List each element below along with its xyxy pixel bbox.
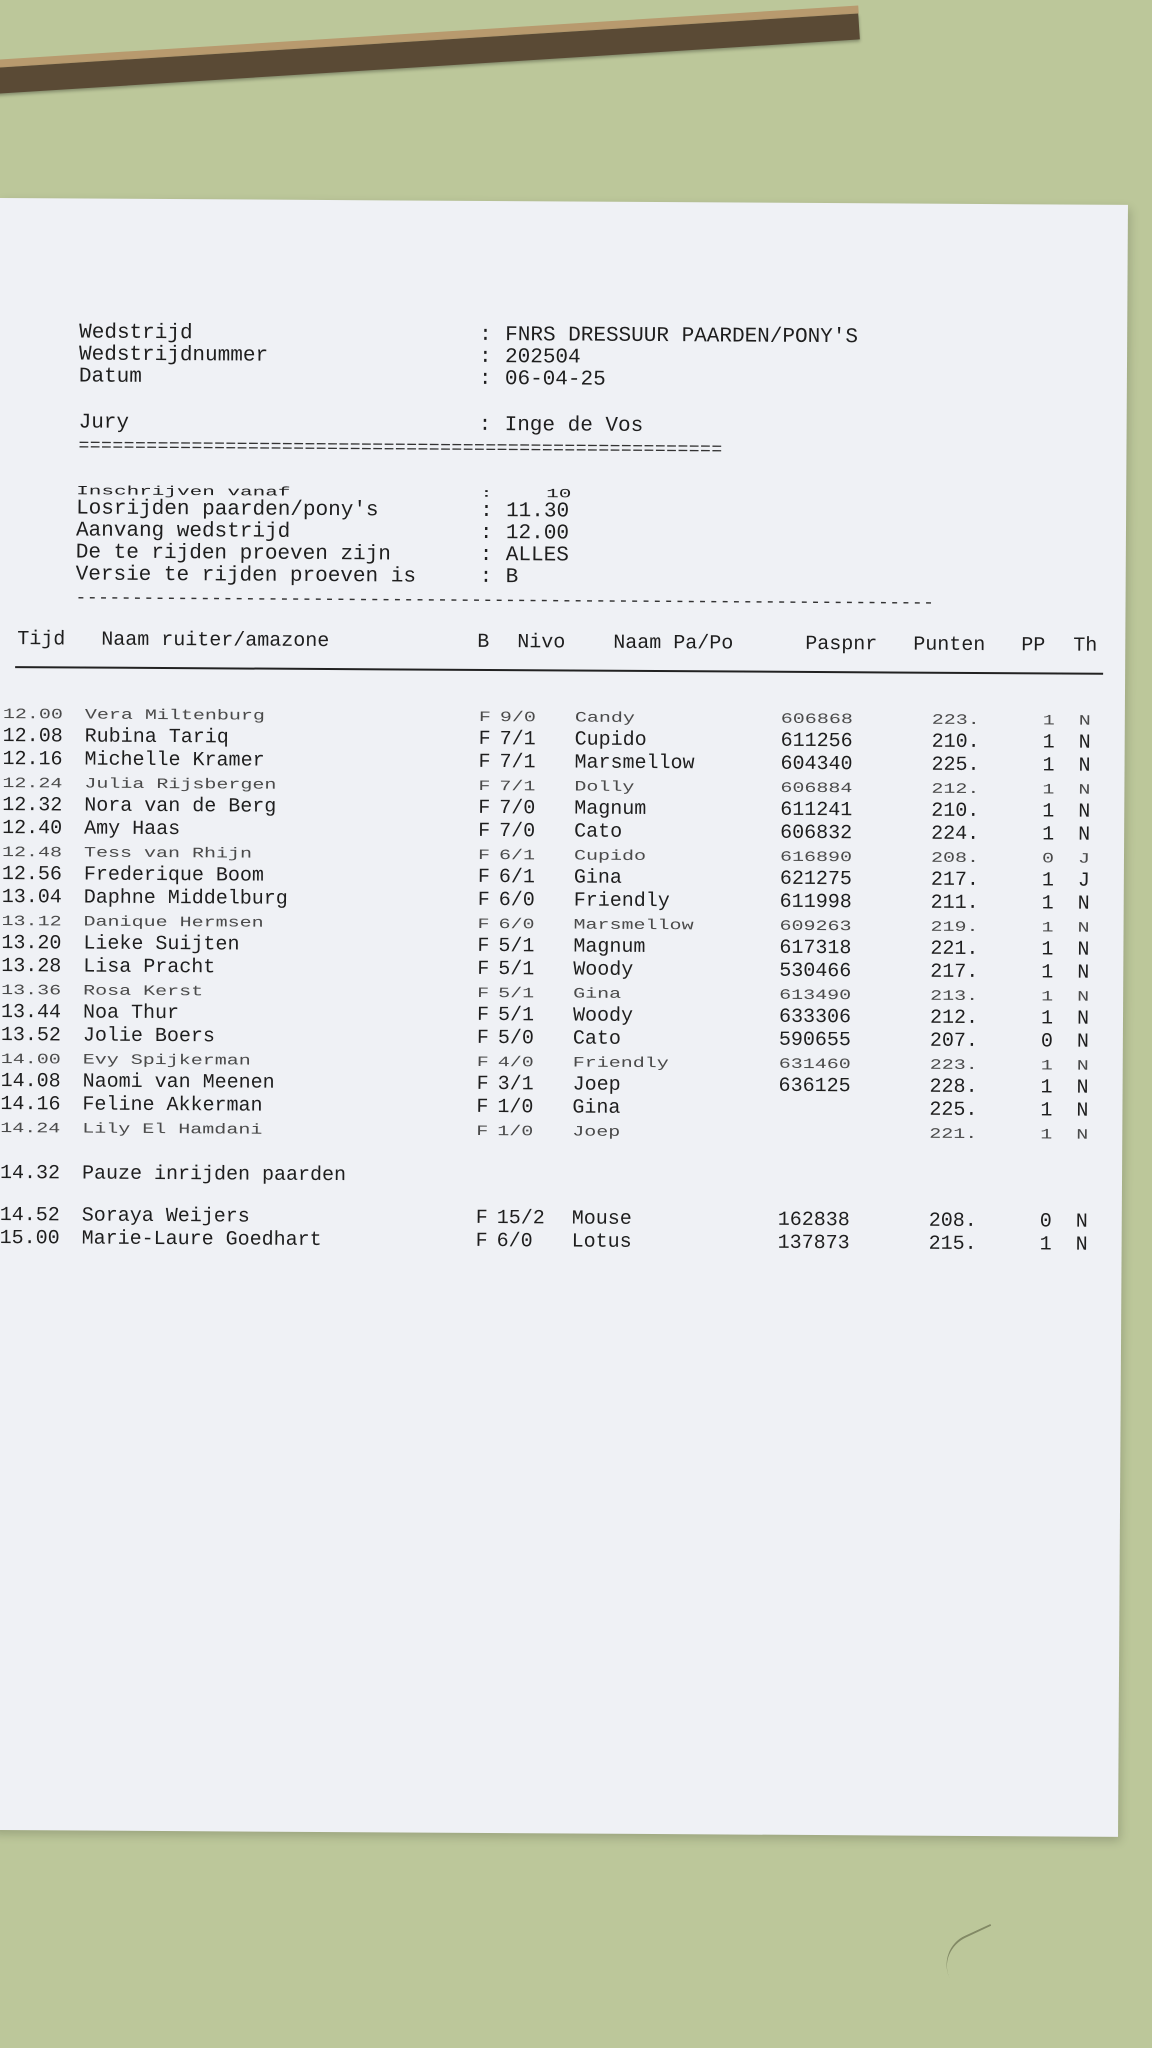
label-versie: Versie te rijden proeven is	[75, 563, 417, 589]
cell-time: 12.24	[2, 775, 63, 793]
cell-th: N	[1076, 1058, 1089, 1075]
colon: :	[478, 413, 492, 438]
cell-punten: 225.	[929, 1098, 978, 1122]
cell-rider: Lisa Pracht	[83, 955, 216, 980]
column-header-horse: Naam Pa/Po	[613, 631, 734, 656]
cell-time: 14.24	[0, 1120, 61, 1138]
cell-pp: 1	[1042, 754, 1055, 778]
cell-pp: 1	[1041, 869, 1054, 893]
cell-rider: Noa Thur	[82, 1001, 180, 1026]
column-header-th: Th	[1073, 634, 1098, 658]
cell-horse: Lotus	[571, 1230, 632, 1254]
cell-paspnr: 613490	[779, 987, 852, 1005]
value-datum: 06-04-25	[504, 368, 606, 392]
table-scuff-mark	[936, 1924, 1004, 1978]
cell-horse: Cupido	[574, 728, 647, 752]
colon: :	[480, 499, 493, 524]
column-header-time: Tijd	[17, 628, 66, 652]
cell-time: 13.44	[0, 1001, 62, 1025]
cell-nivo: 6/0	[498, 889, 535, 913]
cell-b: F	[478, 796, 491, 821]
cell-rider: Evy Spijkerman	[82, 1052, 251, 1070]
cell-nivo: 7/0	[499, 797, 536, 821]
cell-rider: Lily El Hamdani	[82, 1121, 263, 1139]
cell-b: F	[477, 865, 490, 890]
value-losrijden: 11.30	[506, 500, 570, 524]
cell-th: N	[1077, 892, 1090, 916]
colon: :	[478, 345, 492, 370]
cell-rider: Jolie Boers	[82, 1024, 215, 1049]
cell-paspnr: 606832	[780, 821, 853, 846]
cell-punten: 210.	[931, 799, 980, 823]
value-proeven: ALLES	[505, 544, 569, 568]
cell-pp: 1	[1040, 1126, 1053, 1144]
column-header-punten: Punten	[913, 633, 986, 658]
cell-rider: Frederique Boom	[83, 863, 264, 888]
cell-horse: Magnum	[573, 935, 646, 959]
cell-b: F	[476, 1095, 489, 1120]
cell-th: N	[1077, 989, 1090, 1006]
cell-nivo: 5/1	[498, 958, 535, 982]
cell-nivo: 5/1	[497, 1004, 535, 1028]
cell-nivo: 7/1	[499, 728, 536, 752]
cell-th: N	[1076, 1030, 1089, 1054]
cell-punten: 207.	[929, 1029, 978, 1053]
cell-horse: Joep	[572, 1073, 621, 1097]
cell-time: 13.04	[1, 886, 62, 910]
paper-sheet	[0, 198, 1128, 1837]
cell-horse: Cupido	[573, 848, 647, 866]
cell-rider: Daphne Middelburg	[83, 886, 288, 911]
cell-paspnr: 137873	[777, 1231, 850, 1256]
cell-b: F	[478, 750, 491, 775]
cell-rider: Tess van Rhijn	[83, 845, 253, 863]
cell-horse: Friendly	[573, 889, 670, 914]
cell-time: 14.16	[0, 1093, 61, 1117]
cell-rider: Amy Haas	[84, 817, 181, 842]
column-header-row	[0, 628, 1125, 658]
cell-nivo: 6/1	[498, 847, 536, 865]
column-header-pp: PP	[1021, 634, 1046, 658]
cell-pp: 1	[1040, 1057, 1053, 1075]
label-wedstrijdnummer: Wedstrijdnummer	[78, 343, 269, 368]
cell-pp: 0	[1040, 1030, 1053, 1054]
cell-pp: 1	[1041, 988, 1054, 1006]
cell-nivo: 7/1	[499, 778, 536, 796]
cell-time: 12.32	[2, 794, 63, 818]
cell-b: F	[478, 819, 491, 844]
cell-th: N	[1075, 1210, 1088, 1234]
cell-horse: Cato	[574, 820, 623, 844]
cell-time: 14.08	[0, 1070, 61, 1094]
cell-th: N	[1076, 1007, 1090, 1031]
cell-paspnr: 609263	[779, 918, 852, 936]
cell-punten: 212.	[929, 1006, 979, 1030]
cell-punten: 223.	[931, 712, 980, 730]
cell-rider: Rosa Kerst	[83, 983, 204, 1001]
cell-pp: 1	[1040, 1076, 1053, 1100]
cell-rider: Rubina Tariq	[84, 725, 229, 750]
label-proeven: De te rijden proeven zijn	[75, 541, 391, 567]
cell-th: N	[1075, 1233, 1088, 1257]
cell-paspnr: 617318	[779, 936, 852, 961]
cell-paspnr: 606884	[780, 780, 853, 798]
cell-punten: 208.	[928, 1209, 977, 1233]
cell-nivo: 6/1	[498, 866, 535, 890]
cell-b: F	[476, 1026, 489, 1051]
cell-th: N	[1078, 731, 1091, 755]
cell-nivo: 9/0	[499, 709, 536, 727]
cell-nivo: 4/0	[497, 1054, 534, 1072]
cell-b: F	[475, 1206, 488, 1230]
cell-nivo: 6/0	[498, 916, 535, 934]
cell-th: N	[1078, 782, 1091, 799]
cell-paspnr: 611256	[780, 729, 853, 754]
cell-th: J	[1077, 851, 1091, 868]
cell-th: N	[1077, 920, 1090, 937]
colon: :	[479, 521, 493, 546]
cell-punten: 228.	[929, 1075, 978, 1099]
cell-horse: Woody	[572, 1004, 634, 1028]
cell-paspnr: 611998	[779, 890, 852, 915]
cell-th: J	[1077, 869, 1090, 893]
cell-nivo: 5/1	[498, 935, 535, 959]
cell-time: 12.16	[2, 748, 63, 772]
cell-time: 13.20	[1, 932, 62, 956]
cell-rider: Soraya Weijers	[81, 1204, 250, 1229]
cell-pp: 0	[1041, 850, 1055, 868]
cell-horse: Gina	[572, 1096, 621, 1120]
cell-rider: Danique Hermsen	[83, 914, 264, 932]
label-jury: Jury	[78, 411, 130, 435]
header-rule	[15, 666, 1103, 675]
cell-horse: Magnum	[574, 797, 647, 821]
cell-b: F	[477, 888, 490, 913]
cell-pp: 1	[1039, 1233, 1052, 1257]
cell-b: F	[477, 934, 490, 959]
cell-horse: Cato	[572, 1027, 621, 1051]
cell-time: 13.12	[1, 913, 62, 931]
cell-paspnr: 530466	[779, 959, 852, 984]
cell-horse: Joep	[572, 1124, 621, 1141]
cell-th: N	[1078, 823, 1091, 847]
column-header-rider: Naam ruiter/amazone	[101, 628, 330, 654]
cell-b: F	[478, 727, 491, 752]
cell-paspnr: 621275	[779, 867, 852, 892]
cell-rider: Nora van de Berg	[84, 794, 277, 819]
cell-b: F	[478, 709, 491, 727]
label-aanvang: Aanvang wedstrijd	[75, 519, 291, 544]
cell-punten: 217.	[930, 960, 979, 984]
cell-b: F	[478, 778, 491, 796]
cell-punten: 223.	[929, 1057, 978, 1075]
cell-horse: Dolly	[574, 779, 635, 796]
cell-pp: 1	[1042, 781, 1055, 799]
cell-pp: 1	[1041, 961, 1054, 985]
column-header-b: B	[477, 630, 490, 654]
cell-time: 13.52	[0, 1024, 61, 1048]
cell-time: 12.48	[1, 844, 63, 862]
cell-pp: 1	[1041, 938, 1054, 962]
cell-nivo: 5/0	[497, 1027, 534, 1051]
cell-pp: 1	[1041, 892, 1054, 916]
cell-time: 14.00	[0, 1051, 61, 1069]
cell-punten: 217.	[930, 868, 979, 892]
cell-horse: Marsmellow	[573, 917, 694, 935]
cell-horse: Gina	[573, 986, 622, 1003]
cell-time: 13.28	[1, 955, 62, 979]
cell-th: N	[1076, 1076, 1089, 1100]
label-wedstrijd: Wedstrijd	[79, 321, 193, 346]
cell-rider: Vera Miltenburg	[84, 707, 265, 725]
cell-time: 12.08	[2, 725, 63, 749]
cell-time: 14.52	[0, 1204, 60, 1228]
cell-time: 13.36	[1, 982, 62, 1000]
cell-punten: 221.	[930, 937, 979, 961]
cell-paspnr: 162838	[777, 1208, 850, 1233]
cell-b: F	[477, 916, 490, 934]
cell-nivo: 6/0	[496, 1230, 533, 1254]
cell-pp: 1	[1042, 800, 1055, 824]
cell-b: F	[476, 1054, 489, 1072]
cell-punten: 215.	[928, 1232, 977, 1256]
double-separator: =========================================================	[78, 436, 723, 461]
cell-b: F	[476, 1072, 489, 1097]
value-wedstrijd: FNRS DRESSUUR PAARDEN/PONY'S	[505, 324, 859, 350]
cell-b: F	[477, 847, 491, 865]
cell-th: N	[1076, 1127, 1089, 1144]
cell-pp: 1	[1040, 1007, 1054, 1031]
cell-rider: Marie-Laure Goedhart	[81, 1227, 322, 1252]
cell-punten: 224.	[931, 822, 980, 846]
value-inschrijven: 10	[546, 487, 572, 502]
cell-b: F	[475, 1229, 488, 1253]
cell-pp: 1	[1042, 731, 1055, 755]
cell-paspnr: 631460	[778, 1056, 851, 1074]
value-versie: B	[505, 566, 519, 590]
label-datum: Datum	[78, 365, 142, 389]
cell-nivo: 3/1	[497, 1073, 534, 1097]
cell-nivo: 1/0	[497, 1123, 534, 1141]
cell-punten: 212.	[931, 781, 980, 799]
colon: :	[480, 487, 493, 502]
cell-th: N	[1078, 754, 1091, 778]
cell-paspnr: 633306	[778, 1005, 852, 1030]
cell-paspnr: 611241	[780, 798, 853, 823]
colon: :	[479, 565, 493, 590]
cell-pp: 1	[1041, 919, 1054, 937]
cell-b: F	[476, 1003, 490, 1028]
cell-horse: Mouse	[571, 1207, 632, 1231]
cell-th: N	[1077, 961, 1090, 985]
pause-text: Pauze inrijden paarden	[81, 1162, 347, 1188]
cell-time: 15.00	[0, 1227, 60, 1251]
colon: :	[479, 323, 492, 348]
colon: :	[478, 367, 492, 392]
value-aanvang: 12.00	[505, 522, 570, 546]
cell-paspnr: 636125	[778, 1074, 851, 1099]
cell-horse: Gina	[573, 866, 622, 890]
cell-b: F	[477, 985, 490, 1003]
cell-pp: 1	[1042, 712, 1055, 730]
cell-punten: 211.	[930, 891, 979, 915]
pause-row	[0, 1162, 1122, 1192]
cell-b: F	[477, 957, 490, 982]
cell-th: N	[1078, 713, 1091, 730]
value-wedstrijdnummer: 202504	[504, 346, 581, 370]
cell-paspnr: 590655	[778, 1028, 851, 1053]
cell-time: 12.00	[2, 706, 63, 724]
cell-th: N	[1076, 1099, 1089, 1123]
cell-paspnr: 616890	[779, 849, 853, 867]
column-header-nivo: Nivo	[517, 631, 566, 655]
cell-rider: Feline Akkerman	[82, 1093, 263, 1118]
cell-time: 12.40	[2, 817, 63, 841]
cell-punten: 213.	[930, 988, 979, 1006]
value-jury: Inge de Vos	[504, 414, 644, 438]
cell-nivo: 7/0	[499, 820, 536, 844]
cell-punten: 210.	[931, 730, 980, 754]
cell-punten: 208.	[930, 850, 980, 868]
cell-pp: 1	[1040, 1099, 1053, 1123]
cell-horse: Candy	[574, 710, 635, 727]
column-header-paspnr: Paspnr	[805, 632, 878, 657]
cell-time: 12.56	[1, 863, 62, 887]
cell-punten: 225.	[931, 753, 980, 777]
cell-nivo: 15/2	[496, 1207, 545, 1231]
label-inschrijven: Inschrijven vanaf	[76, 484, 291, 500]
cell-nivo: 7/1	[499, 751, 536, 775]
cell-rider: Naomi van Meenen	[82, 1070, 275, 1095]
cell-nivo: 1/0	[497, 1096, 534, 1120]
cell-horse: Friendly	[572, 1055, 669, 1073]
cell-th: N	[1078, 800, 1091, 824]
cell-rider: Lieke Suijten	[83, 932, 240, 957]
cell-punten: 221.	[929, 1126, 978, 1144]
cell-horse: Marsmellow	[574, 751, 695, 776]
cell-rider: Julia Rijsbergen	[84, 776, 277, 794]
cell-paspnr: 606868	[780, 711, 853, 729]
cell-paspnr: 604340	[780, 752, 853, 777]
cell-rider: Michelle Kramer	[84, 748, 265, 773]
label-losrijden: Losrijden paarden/pony's	[76, 497, 379, 523]
pause-time: 14.32	[0, 1162, 61, 1186]
cell-b: F	[476, 1123, 489, 1141]
cell-punten: 219.	[930, 919, 979, 937]
dash-separator: ----------------------------------------------------------------------------	[75, 588, 935, 614]
cell-nivo: 5/1	[498, 985, 535, 1003]
cell-pp: 0	[1039, 1210, 1052, 1234]
cell-pp: 1	[1042, 823, 1055, 847]
cell-horse: Woody	[573, 958, 634, 982]
cell-th: N	[1077, 938, 1090, 962]
colon: :	[479, 543, 493, 568]
